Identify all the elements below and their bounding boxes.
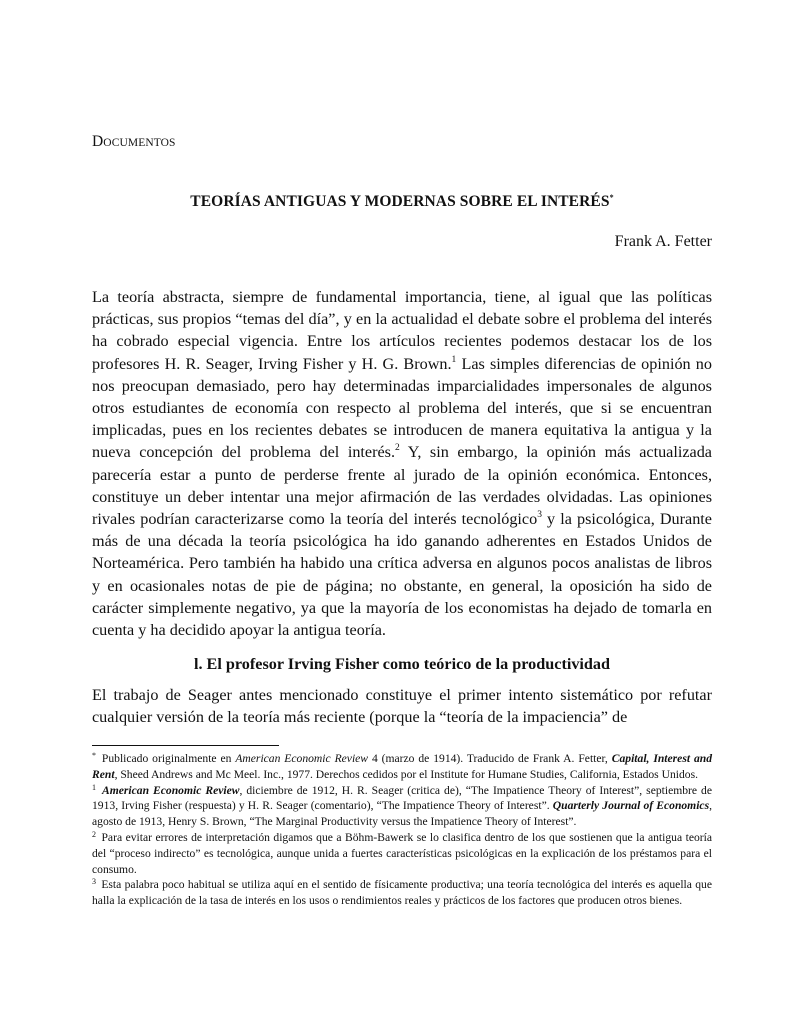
footnote-ref-3[interactable]: 3 xyxy=(537,510,542,521)
footnote-ref-2[interactable]: 2 xyxy=(395,443,400,454)
journal-title: Quarterly Journal of Economics xyxy=(552,799,710,813)
footnote-star xyxy=(92,751,712,783)
section-label-initial: D xyxy=(92,133,104,150)
footnote-mark: 2 xyxy=(92,829,96,839)
footnote-mark: 1 xyxy=(92,782,96,792)
footnote-mark: 3 xyxy=(92,877,96,887)
footnote-text: , Sheed Andrews and Mc Meel. Inc., 1977. Derechos cedidos por el Institute for Humane Studies, California, Estados Unidos. xyxy=(114,767,698,781)
footnote-text: Para evitar errores de interpretación digamos que a Böhm-Bawerk se lo clasifica dentro de los que sostienen que la antigua teoría del “proceso indirecto” es tecnológica, aunque unida a fuertes características psicológicas en la explicación de los préstamos para el consumo. xyxy=(92,830,712,876)
article-title xyxy=(92,193,712,211)
footnote-text: , agosto de 1913, Henry S. Brown, “The Marginal Productivity versus the Impatience Theory of Interest”. xyxy=(92,799,712,829)
section-label-rest: OCUMENTOS xyxy=(103,137,176,149)
footnote-3 xyxy=(92,877,712,909)
section-paragraph: El trabajo de Seager antes mencionado constituye el primer intento sistemático por refutar cualquier versión de la teoría más reciente (porque la “teoría de la impaciencia” de xyxy=(92,686,712,727)
footnote-text: 4 (marzo de 1914). Traducido de Frank A. Fetter, xyxy=(368,752,612,765)
section-heading: l. El profesor Irving Fisher como teórico de la productividad xyxy=(193,655,611,673)
footnote-text: Publicado originalmente en xyxy=(98,752,236,765)
journal-title: American Economic Review xyxy=(235,752,369,765)
intro-text-1: La teoría abstracta, siempre de fundamental importancia, tiene, al igual que las políticas prácticas, sus propios “temas del día”, y en la actualidad el debate sobre el problema del interés ha cobrado especial vigencia. Entre los artículos recientes podemos destacar los de los profesores H. R. Seager, Irving Fisher y H. G. Brown. xyxy=(92,288,712,373)
article-title-text: TEORÍAS ANTIGUAS Y MODERNAS SOBRE EL INTERÉS xyxy=(190,193,610,210)
section-label xyxy=(92,133,176,151)
footnotes xyxy=(92,751,712,909)
book-title: Capital, Interest and Rent xyxy=(92,752,713,781)
footnote-1 xyxy=(92,783,712,830)
intro-paragraph xyxy=(92,286,712,641)
intro-text-3: Y, sin embargo, la opinión más actualizada parecería estar a punto de perderse frente al jurado de la opinión económica. Entonces, constituye un deber intentar una mejor afirmación de las verdades olvidadas. Las opiniones rivales podrían caracterizarse como la teoría del interés tecnológico xyxy=(92,443,712,529)
journal-title: American Economic Review xyxy=(102,783,240,797)
footnote-ref-1[interactable]: 1 xyxy=(451,354,457,365)
footnote-2 xyxy=(92,830,712,877)
title-footnote-mark[interactable]: * xyxy=(609,193,614,202)
footnote-text: Esta palabra poco habitual se utiliza aquí en el sentido de físicamente productiva; una teoría tecnológica del interés es aquella que halla la explicación de la tasa de interés en los usos o rendimientos reales y prácticos de los factores que producen otros bienes. xyxy=(92,878,712,908)
footnote-text: , diciembre de 1912, H. R. Seager (critica de), “The Impatience Theory of Interest”, septiembre de 1913, Irving Fisher (respuesta) y H. R. Seager (comentario), “The Impatience Theory of Interest”. xyxy=(92,783,712,813)
footnote-mark: * xyxy=(92,751,96,760)
article-author: Frank A. Fetter xyxy=(614,233,712,250)
intro-text-4: y la psicológica, Durante más de una década la teoría psicológica ha ido ganando adherentes en Estados Unidos de Norteamérica. Pero también ha habido una crítica adversa en algunos pocos analistas de libros y en ocasionales notas de pie de página; no obstante, en general, la oposición ha sido de carácter simplemente negativo, ya que la mayoría de los economistas ha dejado de tomarla en cuenta y ha decidido apoyar la antigua teoría. xyxy=(92,510,712,640)
intro-text-2: Las simples diferencias de opinión no nos preocupan demasiado, pero hay determinadas imparcialidades impersonales de algunos otros estudiantes de economía con respecto al problema del interés, que si se encuentran implicadas, pues en los recientes debates se introducen de manera equitativa la antigua y la nueva concepción del problema del interés. xyxy=(92,354,712,462)
footnote-divider xyxy=(92,745,279,746)
